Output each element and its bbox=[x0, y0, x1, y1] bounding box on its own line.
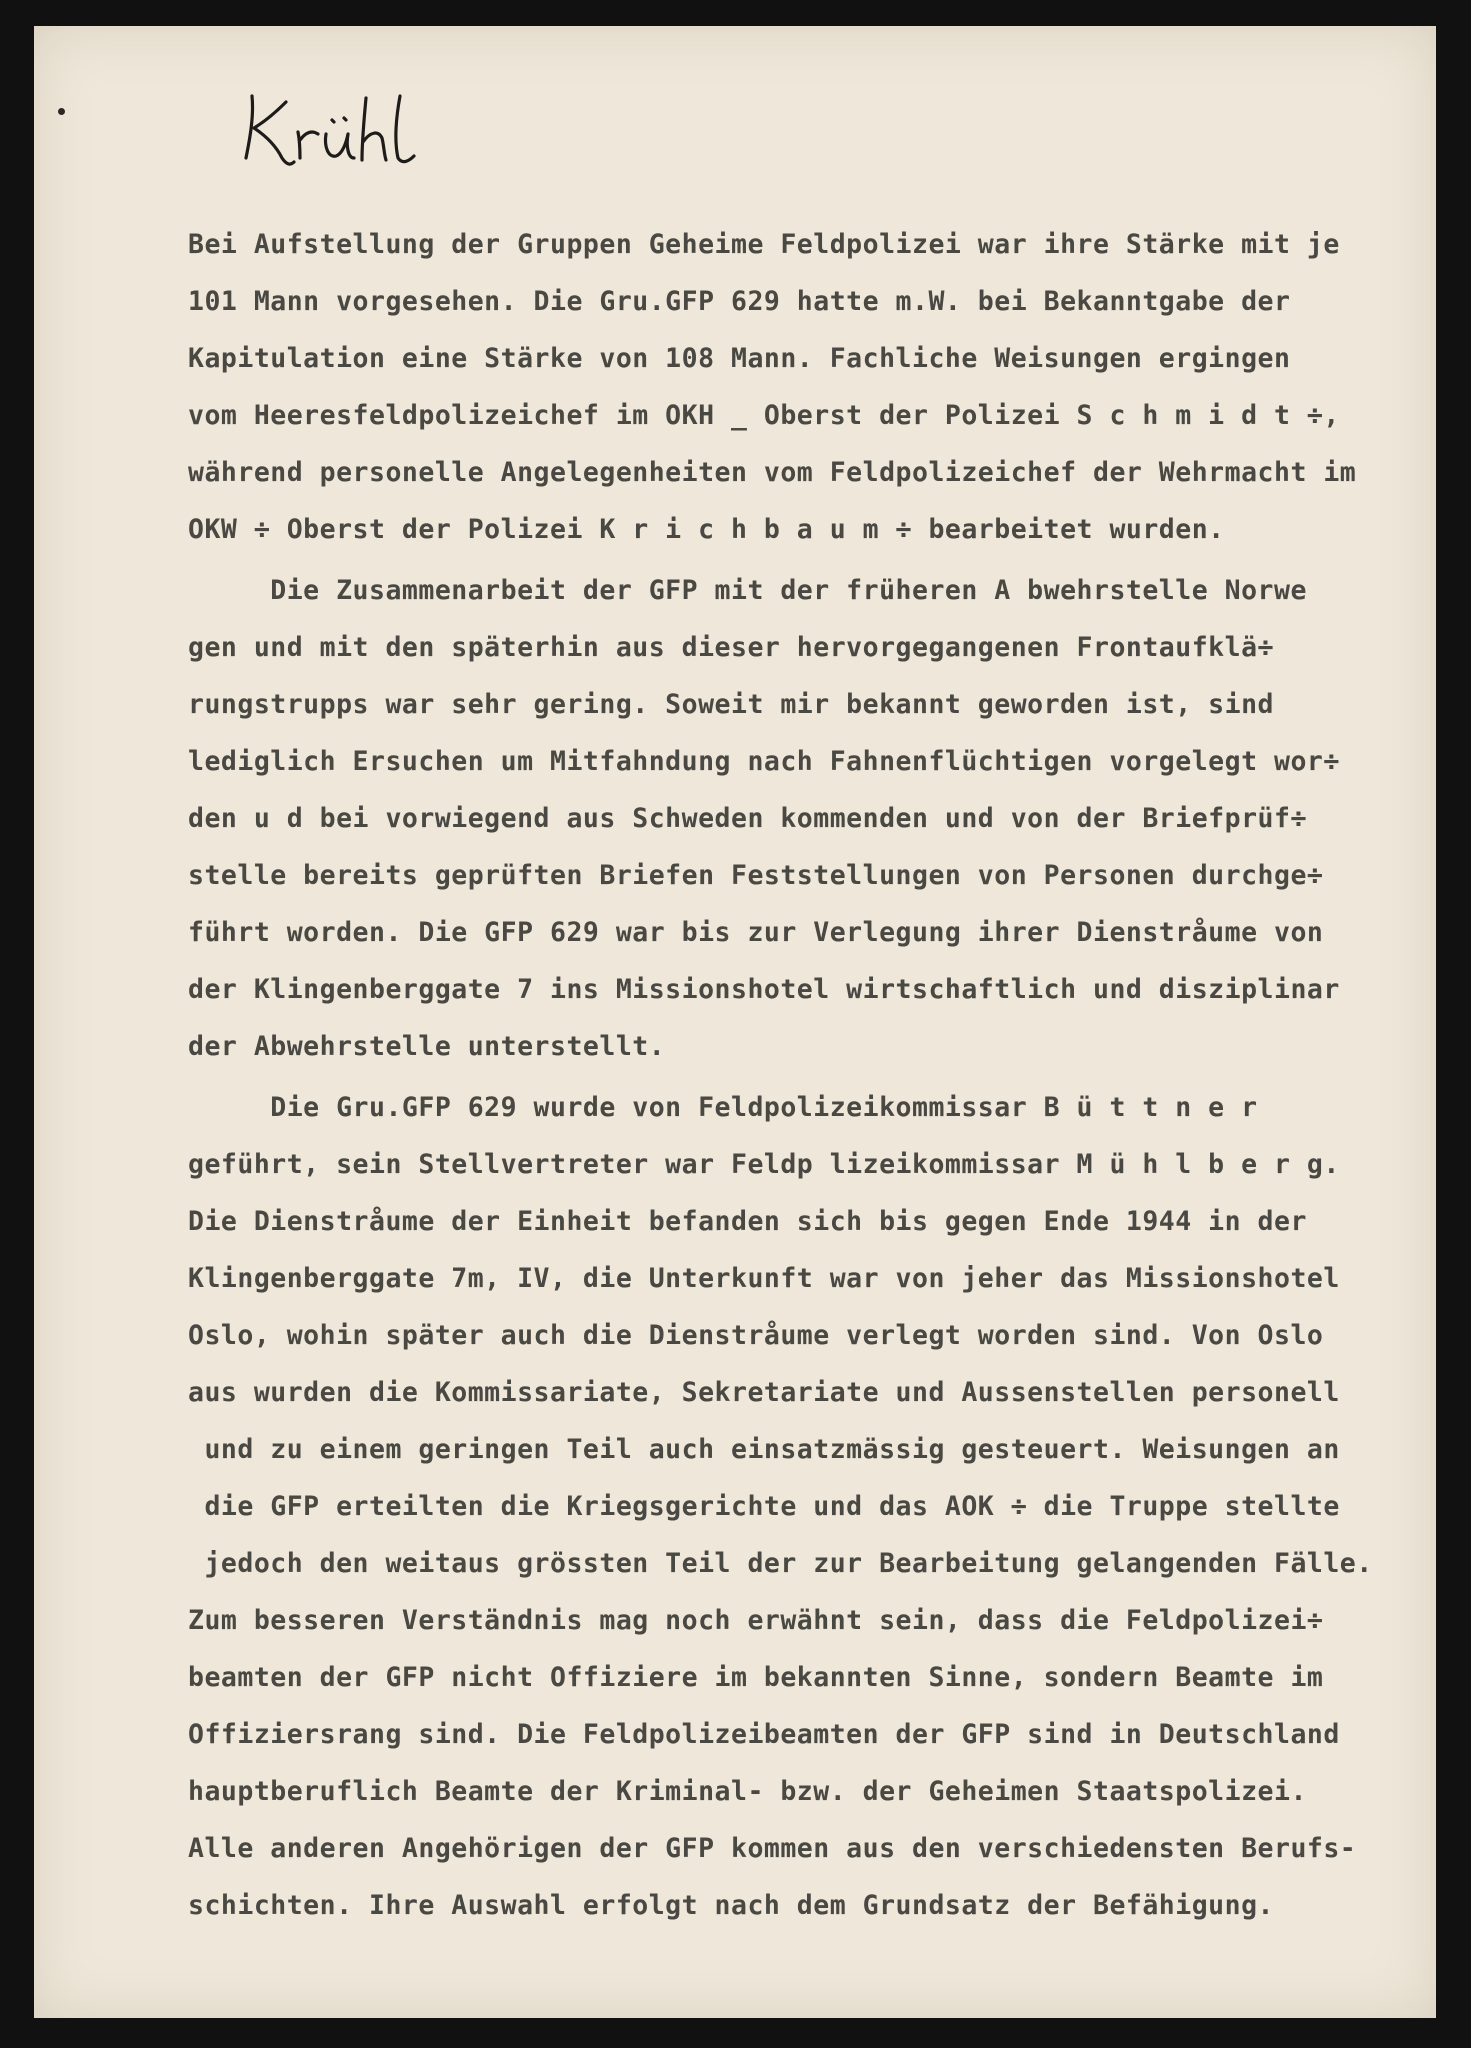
text-line: führt worden. Die GFP 629 war bis zur Verlegung ihrer Dienstråume von bbox=[188, 917, 1324, 948]
document-page bbox=[34, 26, 1436, 2018]
text-line: aus wurden die Kommissariate, Sekretariate und Aussenstellen personell bbox=[188, 1377, 1340, 1408]
text-line: beamten der GFP nicht Offiziere im bekannten Sinne, sondern Beamte im bbox=[188, 1662, 1324, 1693]
text-line: Oslo, wohin später auch die Dienstråume verlegt worden sind. Von Oslo bbox=[188, 1320, 1324, 1351]
text-line: schichten. Ihre Auswahl erfolgt nach dem Grundsatz der Befähigung. bbox=[188, 1890, 1274, 1921]
text-line: Offiziersrang sind. Die Feldpolizeibeamten der GFP sind in Deutschland bbox=[188, 1719, 1340, 1750]
text-line: Alle anderen Angehörigen der GFP kommen aus den verschiedensten Berufs- bbox=[188, 1833, 1357, 1864]
text-line: hauptberuflich Beamte der Kriminal- bzw. der Geheimen Staatspolizei. bbox=[188, 1776, 1307, 1807]
text-line: stelle bereits geprüften Briefen Feststellungen von Personen durchge÷ bbox=[188, 860, 1324, 891]
typed-text-body bbox=[188, 216, 1418, 1938]
text-line: den u d bei vorwiegend aus Schweden kommenden und von der Briefprüf÷ bbox=[188, 803, 1307, 834]
text-line: rungstrupps war sehr gering. Soweit mir bekannt geworden ist, sind bbox=[188, 689, 1274, 720]
text-line: Die Gru.GFP 629 wurde von Feldpolizeikommissar B ü t t n e r bbox=[188, 1092, 1258, 1123]
text-line: Die Zusammenarbeit der GFP mit der früheren A bwehrstelle Norwe bbox=[188, 575, 1307, 606]
paragraph-1 bbox=[188, 216, 1418, 558]
text-line: während personelle Angelegenheiten vom Feldpolizeichef der Wehrmacht im bbox=[188, 457, 1357, 488]
text-line: lediglich Ersuchen um Mitfahndung nach Fahnenflüchtigen vorgelegt wor÷ bbox=[188, 746, 1340, 777]
paragraph-2 bbox=[188, 562, 1418, 1075]
text-line: Bei Aufstellung der Gruppen Geheime Feldpolizei war ihre Stärke mit je bbox=[188, 229, 1340, 260]
text-line: Die Dienstråume der Einheit befanden sich bis gegen Ende 1944 in der bbox=[188, 1206, 1307, 1237]
text-line: 101 Mann vorgesehen. Die Gru.GFP 629 hatte m.W. bei Bekanntgabe der bbox=[188, 286, 1291, 317]
text-line: OKW ÷ Oberst der Polizei K r i c h b a u m ÷ bearbeitet wurden. bbox=[188, 514, 1225, 545]
ink-dot bbox=[58, 108, 65, 115]
text-line: der Abwehrstelle unterstellt. bbox=[188, 1031, 666, 1062]
text-line: geführt, sein Stellvertreter war Feldp lizeikommissar M ü h l b e r g. bbox=[188, 1149, 1340, 1180]
text-line: gen und mit den späterhin aus dieser hervorgegangenen Frontaufklä÷ bbox=[188, 632, 1274, 663]
text-line: und zu einem geringen Teil auch einsatzmässig gesteuert. Weisungen an bbox=[188, 1434, 1340, 1465]
text-line: jedoch den weitaus grössten Teil der zur Bearbeitung gelangenden Fälle. bbox=[188, 1548, 1373, 1579]
text-line: Kapitulation eine Stärke von 108 Mann. Fachliche Weisungen ergingen bbox=[188, 343, 1291, 374]
text-line: vom Heeresfeldpolizeichef im OKH _ Oberst der Polizei S c h m i d t ÷, bbox=[188, 400, 1340, 431]
paragraph-3 bbox=[188, 1079, 1418, 1934]
text-line: Zum besseren Verständnis mag noch erwähnt sein, dass die Feldpolizei÷ bbox=[188, 1605, 1324, 1636]
text-line: Klingenberggate 7m, IV, die Unterkunft war von jeher das Missionshotel bbox=[188, 1263, 1340, 1294]
text-line: die GFP erteilten die Kriegsgerichte und das AOK ÷ die Truppe stellte bbox=[188, 1491, 1340, 1522]
handwritten-signature bbox=[224, 84, 454, 174]
text-line: der Klingenberggate 7 ins Missionshotel wirtschaftlich und disziplinar bbox=[188, 974, 1340, 1005]
